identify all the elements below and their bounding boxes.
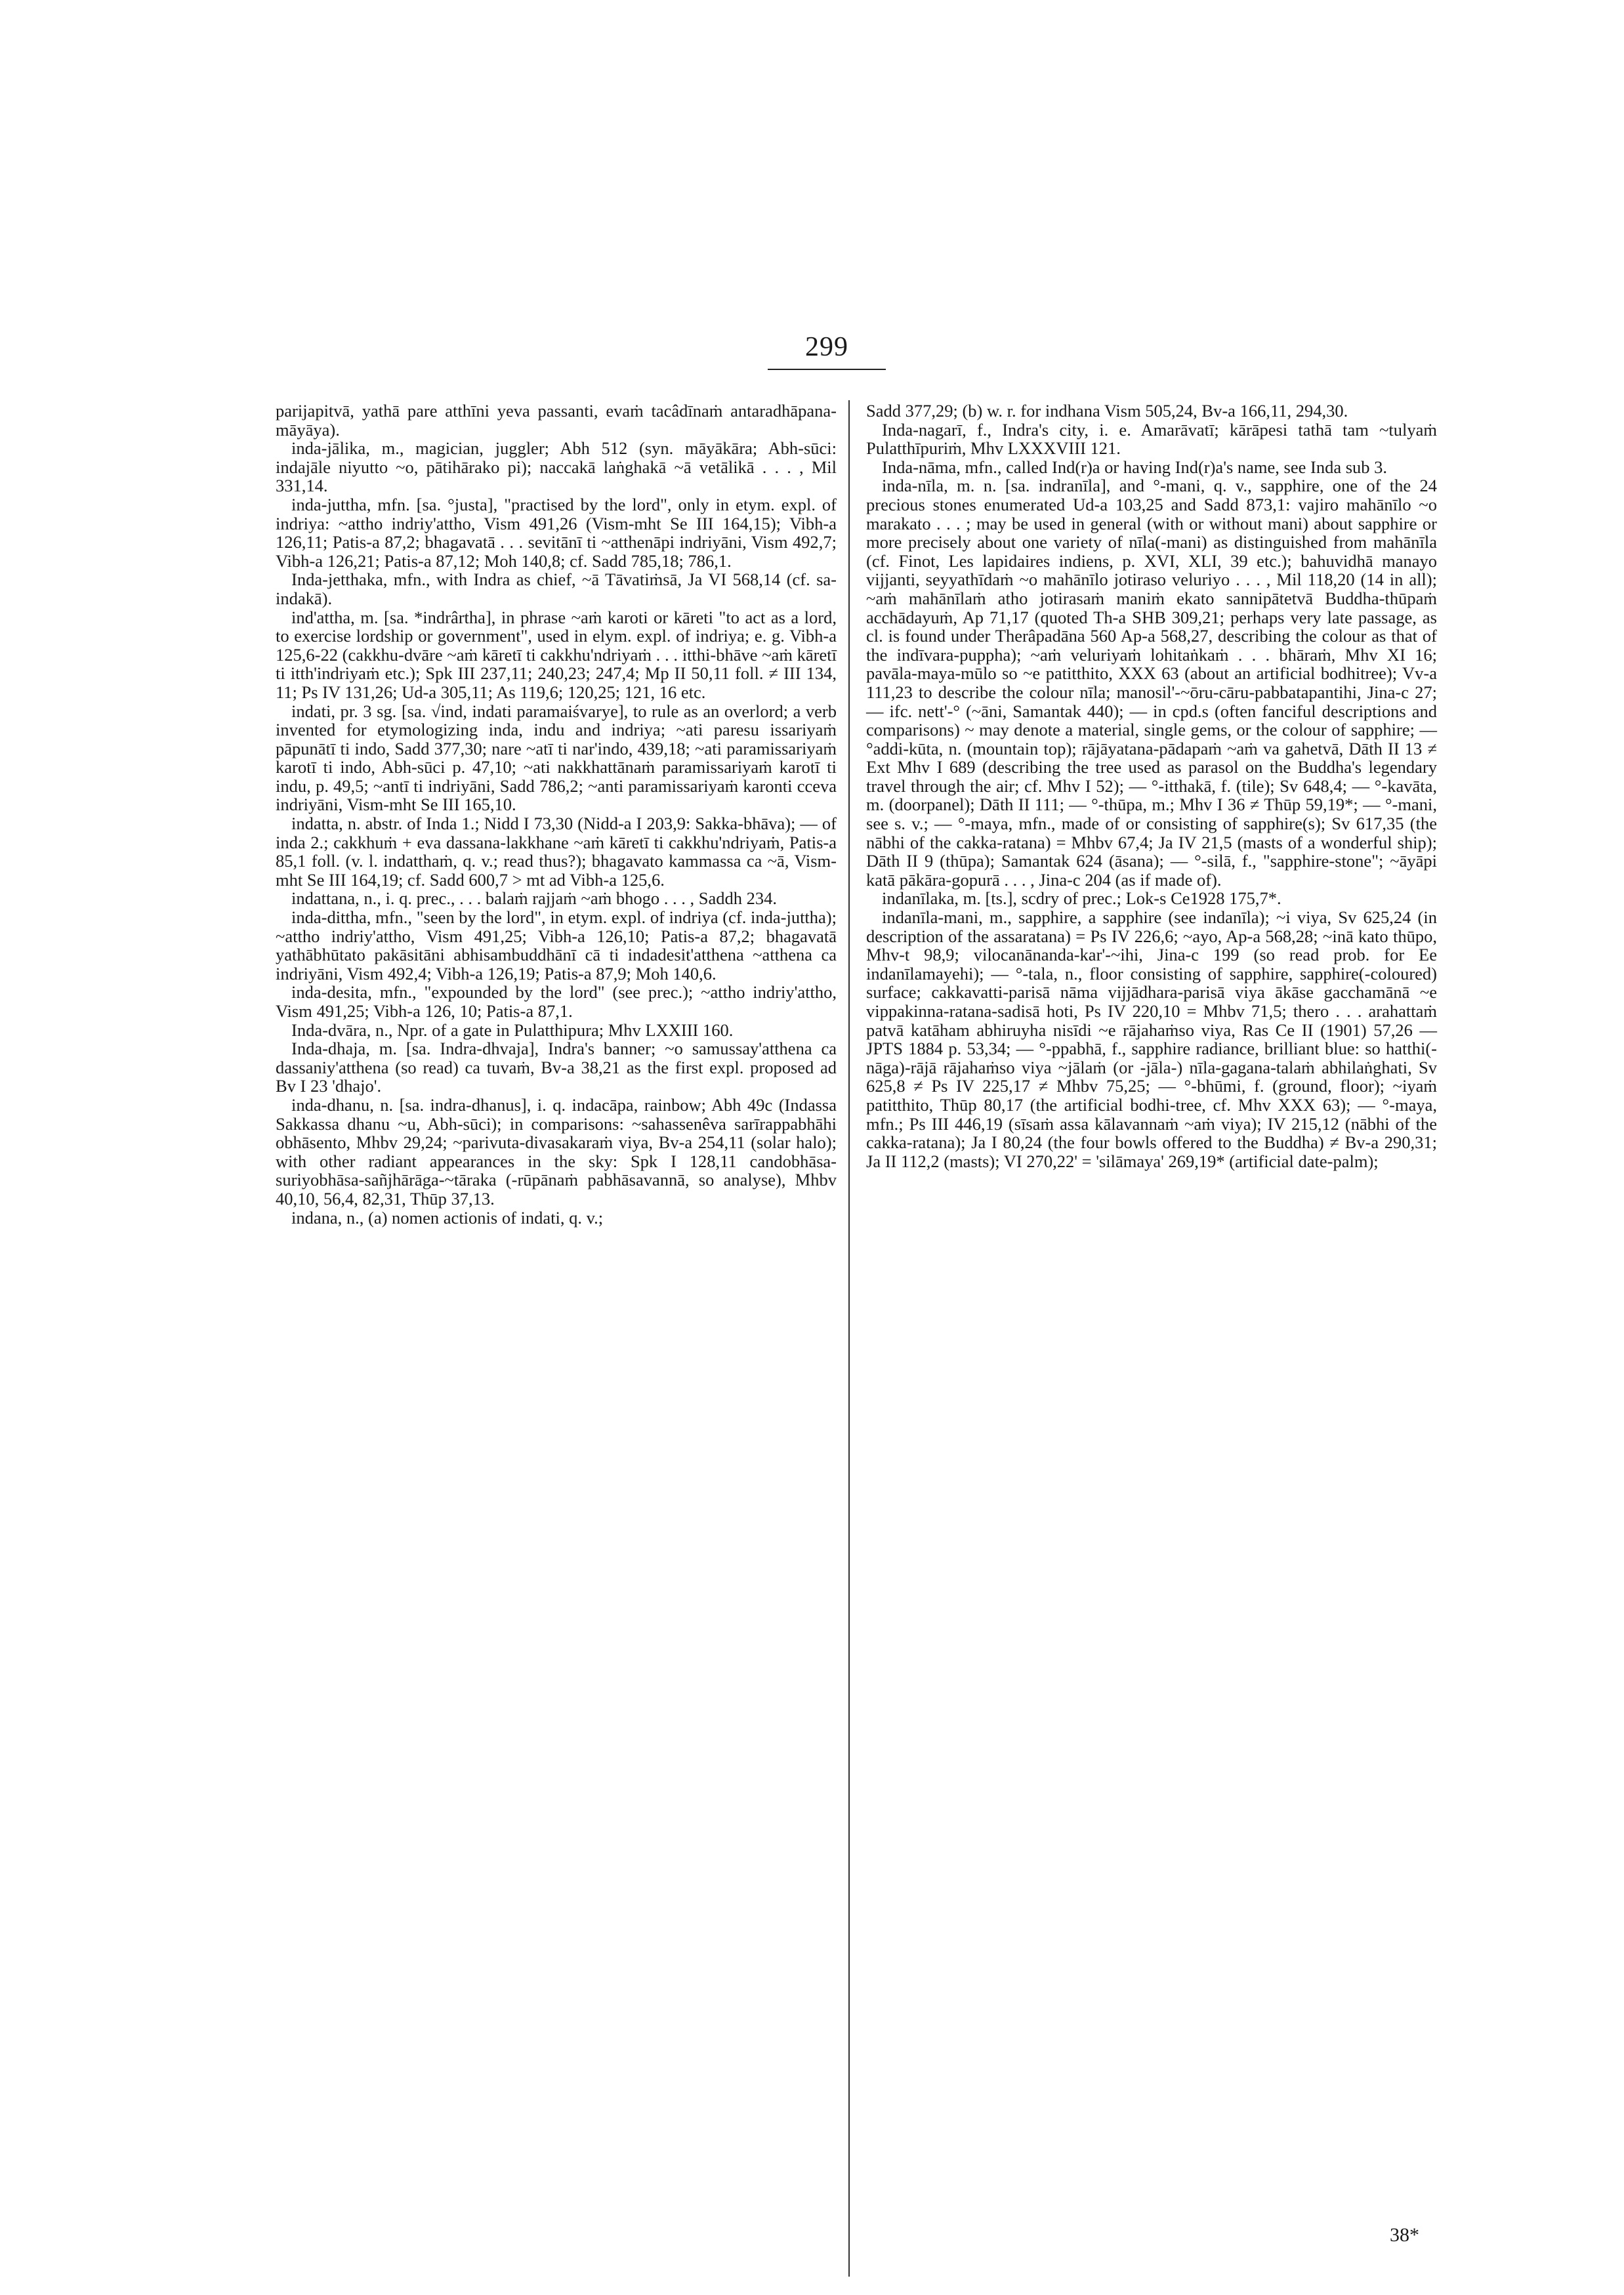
dictionary-entry: inda-dhanu, n. [sa. indra-dhanus], i. q. indacāpa, rainbow; Abh 49c (Indassa Sakkassa dhanu ~u, Abh-sūci); in comparisons: ~sahassenêva sarīrappabhāhi obhāsento, Mhbv 29,24; ~parivuta-divasakaraṁ viya, Bv-a 254,11 (solar halo); with other radiant appearances in the sky: Spk I 128,11 candobhāsa-suriyobhāsa-sañjhārāga-~tāraka (-rūpānaṁ pabhāsavannā, so analyse), Mhbv 40,10, 56,4, 82,31, Thūp 37,13. xyxy=(276,1094,837,1209)
signature-mark: 38* xyxy=(1390,2224,1419,2246)
continued-entry-text: parijapitvā, yathā pare atthīni yeva passanti, evaṁ tacâdīnaṁ antaradhāpana-māyāya). xyxy=(276,401,837,440)
page-number: 299 xyxy=(805,332,848,362)
dictionary-entry: indana, n., (a) nomen actionis of indati, q. v.; xyxy=(291,1207,604,1228)
dictionary-entry: Inda-nagarī, f., Indra's city, i. e. Amarāvatī; kārāpesi tathā tam ~tulyaṁ Pulatthīpuriṁ, Mhv LXXXVIII 121. xyxy=(866,419,1437,459)
dictionary-entry: indattana, n., i. q. prec., . . . balaṁ rajjaṁ ~aṁ bhogo . . . , Saddh 234. xyxy=(291,888,777,909)
dictionary-entry: Inda-dvāra, n., Npr. of a gate in Pulatthipura; Mhv LXXIII 160. xyxy=(291,1020,734,1040)
dictionary-entry: indatta, n. abstr. of Inda 1.; Nidd I 73,30 (Nidd-a I 203,9: Sakka-bhāva); — of inda 2.; cakkhuṁ + eva dassana-lakkhane ~aṁ kāretī ti cakkhu'ndriyaṁ, Patis-a 85,1 foll. (v. l. indatthaṁ, q. v.; read thus?); bhagavato kammassa ca ~ā, Vism-mht Se III 164,19; cf. Sadd 600,7 > mt ad Vibh-a 125,6. xyxy=(276,814,837,890)
dictionary-entry: indati, pr. 3 sg. [sa. √ind, indati paramaiśvarye], to rule as an overlord; a verb invented for etymologizing inda, indu and indriya; ~ati paresu issariyaṁ pāpunātī ti indo, Sadd 377,30; nare ~atī ti nar'indo, 439,18; ~ati paramissariyaṁ karotī ti indo, Abh-sūci p. 47,10; ~ati nakkhattānaṁ paramissariyaṁ karotī ti indu, p. 49,5; ~antī ti indriyāni, Sadd 786,2; ~anti paramissariyaṁ karonti cceva indriyāni, Vism-mht Se III 165,10. xyxy=(276,701,837,815)
page-number-rule xyxy=(768,369,886,370)
dictionary-entry: ind'attha, m. [sa. *indrârtha], in phrase ~aṁ karoti or kāreti "to act as a lord, to exercise lordship or government", used in elym. expl. of indriya; e. g. Vibh-a 125,6-22 (cakkhu-dvāre ~aṁ kāretī ti cakkhu'ndriyaṁ . . . itthi-bhāve ~aṁ kāretī ti itth'indriyaṁ etc.); Spk III 237,11; 240,23; 247,4; Mp II 50,11 foll. ≠ III 134, 11; Ps IV 131,26; Ud-a 305,11; As 119,6; 120,25; 121, 16 etc. xyxy=(276,607,837,702)
column-divider xyxy=(848,400,850,2277)
dictionary-entry: Inda-jetthaka, mfn., with Indra as chief, ~ā Tāvatiṁsā, Ja VI 568,14 (cf. sa-indakā). xyxy=(276,569,837,608)
continued-entry-text: Sadd 377,29; (b) w. r. for indhana Vism 505,24, Bv-a 166,11, 294,30. xyxy=(866,401,1348,421)
dictionary-entry: indanīlaka, m. [ts.], scdry of prec.; Lok-s Ce1928 175,7*. xyxy=(882,888,1281,909)
dictionary-entry: Inda-nāma, mfn., called Ind(r)a or having Ind(r)a's name, see Inda sub 3. xyxy=(882,457,1388,477)
right-column xyxy=(866,402,1437,1170)
dictionary-entry: inda-nīla, m. n. [sa. indranīla], and °-mani, q. v., sapphire, one of the 24 precious stones enumerated Ud-a 103,25 and Sadd 873,1: vajiro mahānīlo ~o marakato . . . ; may be used in general (with or without mani) about sapphire or more precisely about one variety of nīla(-mani) as distinguished from mahānīla (cf. Finot, Les lapidaires indiens, p. XVI, XLI, 39 etc.); bahuvidhā manayo vijjanti, seyyathīdaṁ ~o mahānīlo jotiraso veluriyo . . . , Mil 118,20 (14 in all); ~aṁ mahānīlaṁ atho jotirasaṁ maniṁ ekato sannipātetvā Buddha-thūpaṁ acchādayuṁ, Ap 71,17 (quoted Th-a SHB 309,21; perhaps very late passage, as cl. is found under Therâpadāna 560 Ap-a 568,27, describing the colour as that of the indīvara-puppha); ~aṁ veluriyaṁ lohitaṅkaṁ . . . bhāraṁ, Mhv XI 16; pavāla-maya-mūlo so ~e patitthito, XXX 63 (about an artificial bodhitree); Vv-a 111,23 to describe the colour nīla; manosil'-~ōru-cāru-pabbatapantihi, Jina-c 27; — ifc. nett'-° (~āni, Samantak 440); — in cpd.s (often fanciful descriptions and comparisons) ~ may denote a material, single gems, or the colour of sapphire; — °addi-kūta, n. (mountain top); rājāyatana-pādapaṁ ~aṁ va gahetvā, Dāth II 13 ≠ Ext Mhv I 689 (describing the tree used as parasol on the Buddha's legendary travel through the air; cf. Mhv I 52); — °-itthakā, f. (tile); Sv 648,4; — °-kavāta, m. (doorpanel); Dāth II 111; — °-thūpa, m.; Mhv I 36 ≠ Thūp 59,19*; — °-mani, see s. v.; — °-maya, mfn., made of or consisting of sapphire(s); Sv 617,35 (the nābhi of the cakka-ratana) = Mhbv 67,4; Ja IV 21,5 (masts of a wonderful ship); Dāth II 9 (thūpa); Samantak 624 (āsana); — °-silā, f., "sapphire-stone"; ~āyāpi katā pākāra-gopurā . . . , Jina-c 204 (as if made of). xyxy=(866,476,1437,890)
dictionary-entry: inda-juttha, mfn. [sa. °justa], "practised by the lord", only in etym. expl. of indriya: ~attho indriy'attho, Vism 491,26 (Vism-mht Se III 164,15); Vibh-a 126,11; Patis-a 87,2; bhagavatā . . . sevitānī ti ~atthenāpi indriyāni, Vism 492,7; Vibh-a 126,21; Patis-a 87,12; Moh 140,8; cf. Sadd 785,18; 786,1. xyxy=(276,494,837,571)
dictionary-entry: inda-dittha, mfn., "seen by the lord", in etym. expl. of indriya (cf. inda-juttha); ~attho indriy'attho, Vism 491,25; Vibh-a 126,10; Patis-a 87,2; bhagavatā yathābhūtato pakāsitāni abhisambuddhānī cā ti indadesit'atthena ~atthena ca indriyāni, Vism 492,4; Vibh-a 126,19; Patis-a 87,9; Moh 140,6. xyxy=(276,907,837,983)
left-column xyxy=(276,402,837,1227)
dictionary-entry: inda-desita, mfn., "expounded by the lord" (see prec.); ~attho indriy'attho, Vism 491,25; Vibh-a 126, 10; Patis-a 87,1. xyxy=(276,982,837,1021)
dictionary-entry: Inda-dhaja, m. [sa. Indra-dhvaja], Indra's banner; ~o samussay'atthena ca dassaniy'atthena (so read) ca tuvaṁ, Bv-a 38,21 as the first expl. proposed ad Bv I 23 'dhajo'. xyxy=(276,1039,837,1096)
dictionary-entry: indanīla-mani, m., sapphire, a sapphire (see indanīla); ~i viya, Sv 625,24 (in description of the assaratana) = Ps IV 226,6; ~ayo, Ap-a 568,28; ~inā kato thūpo, Mhv-t 98,9; vilocanānanda-kar'-~ihi, Jina-c 199 (so read prob. for Ee indanīlamayehi); — °-tala, n., floor consisting of sapphire, sapphire(-coloured) surface; cakkavatti-parisā nāma vijjādhara-parisā viya ākāse gacchamānā ~e vippakinna-ratana-sadisā hoti, Ps IV 220,10 = Mhbv 71,5; thero . . . arahattaṁ patvā katāham abhiruyha nisīdi ~e rājahaṁso viya, Ras Ce II (1901) 57,26 — JPTS 1884 p. 53,34; — °-ppabhā, f., sapphire radiance, brilliant blue: so hatthi(-nāga)-rājā rājahaṁso viya ~jālaṁ (or -jāla-) nīla-gagana-talaṁ abhilaṅghati, Sv 625,8 ≠ Ps IV 225,17 ≠ Mhbv 75,25; — °-bhūmi, f. (ground, floor); ~iyaṁ patitthito, Thūp 80,17 (the artificial bodhi-tree, cf. Mhv XXX 63); — °-maya, mfn.; Ps III 446,19 (sīsaṁ assa kālavannaṁ ~aṁ viya); IV 215,12 (nābhi of the cakka-ratana); Ja I 80,24 (the four bowls offered to the Buddha) ≠ Bv-a 290,31; Ja II 112,2 (masts); VI 270,22' = 'silāmaya' 269,19* (artificial date-palm); xyxy=(866,907,1437,1171)
dictionary-entry: inda-jālika, m., magician, juggler; Abh 512 (syn. māyākāra; Abh-sūci: indajāle niyutto ~o, pātihārako pi); naccakā laṅghakā ~ā vetālikā . . . , Mil 331,14. xyxy=(276,438,837,496)
